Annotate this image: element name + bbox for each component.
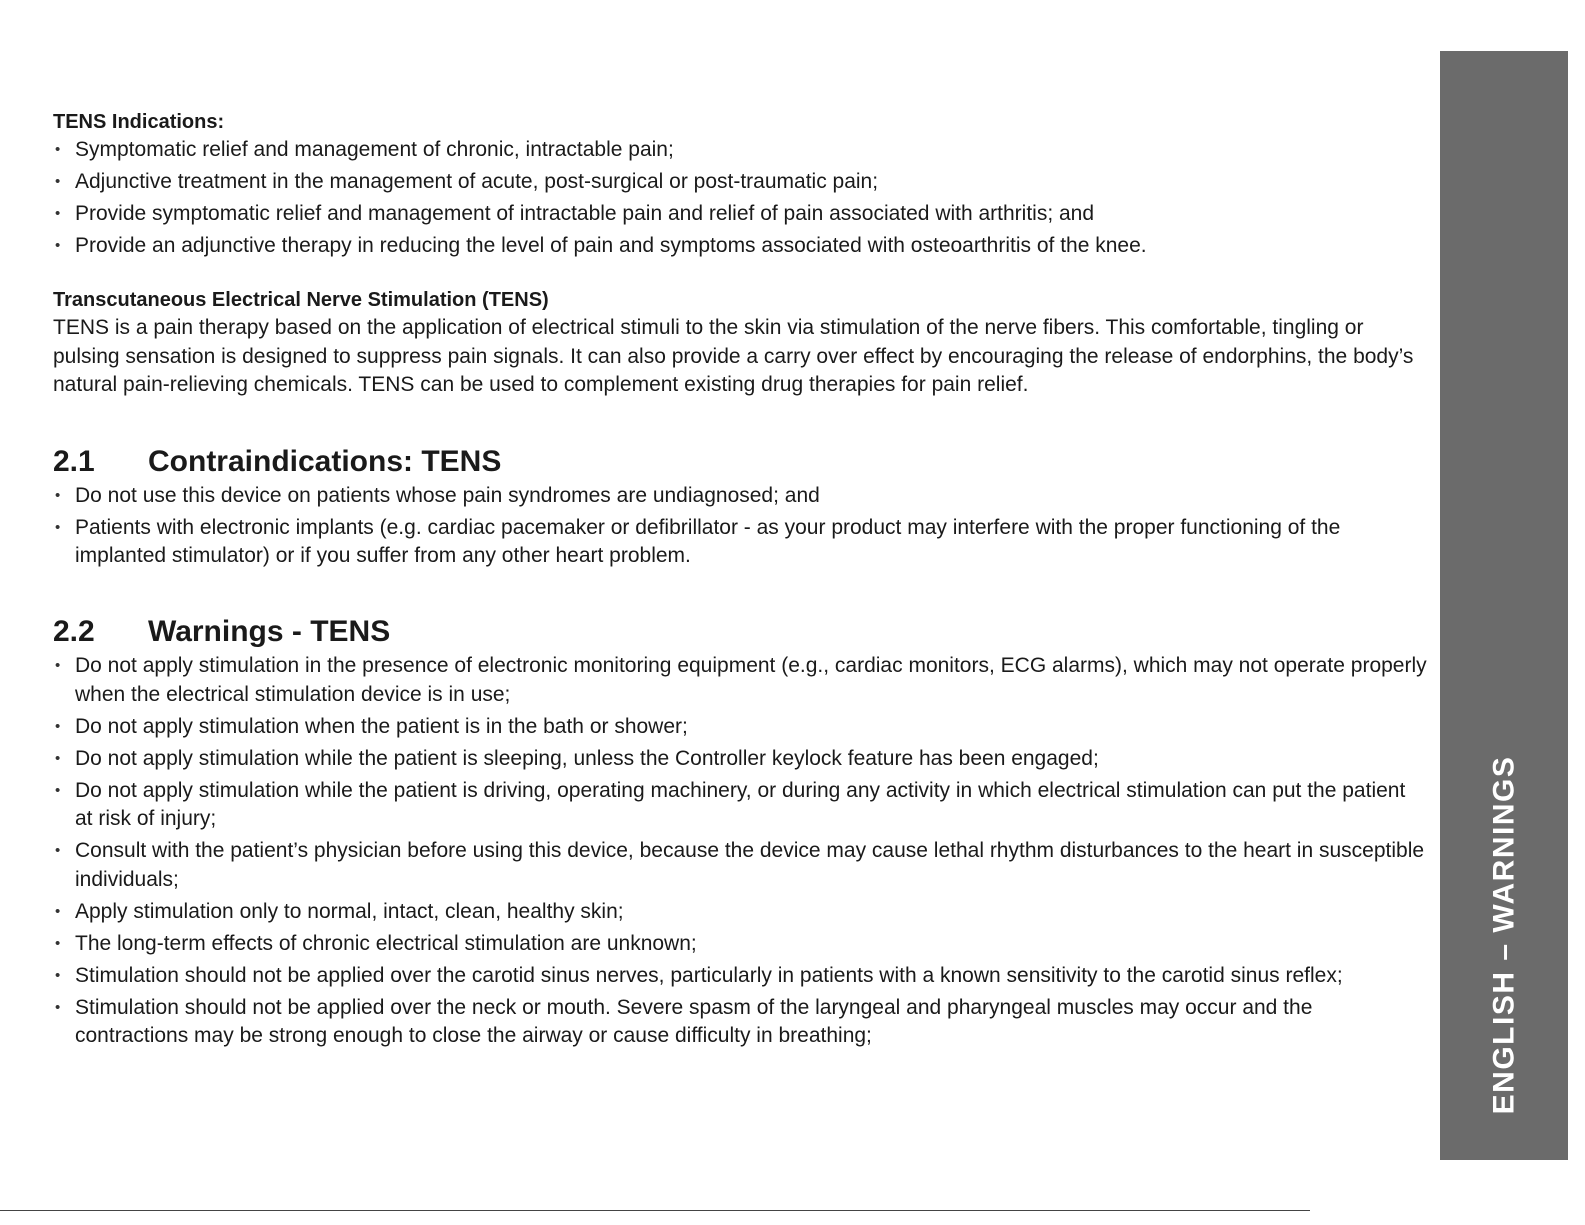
- tens-description-heading: Transcutaneous Electrical Nerve Stimulation (TENS): [53, 289, 549, 311]
- section-title: Warnings - TENS: [148, 615, 391, 648]
- section-title: Contraindications: TENS: [148, 444, 502, 478]
- bottom-divider: [0, 1210, 1310, 1211]
- list-item: • Stimulation should not be applied over the carotid sinus nerves, particularly in patients with a known sensitivity to the carotid sinus reflex;: [53, 962, 1428, 991]
- section-number: 2.1: [53, 444, 95, 478]
- list-item: • Do not use this device on patients whose pain syndromes are undiagnosed; and: [53, 482, 1428, 511]
- page-number: 5: [1515, 1157, 1529, 1184]
- tens-description-text: TENS is a pain therapy based on the application of electrical stimuli to the skin via stimulation of the nerve fibers. This comfortable, tingling or pulsing sensation is designed to suppress pain signals. It can also provide a carry over effect by encouraging the release of endorphins, the body’s natural pain-relieving chemicals. TENS can be used to complement existing drug therapies for pain relief.: [53, 316, 1414, 396]
- indications-list: [53, 136, 1428, 261]
- sidebar-label-wrap: [1440, 755, 1568, 1115]
- list-item: • The long-term effects of chronic electrical stimulation are unknown;: [53, 930, 1428, 959]
- section-number: 2.2: [53, 615, 95, 648]
- section-sidebar: [1440, 51, 1568, 1184]
- warnings-heading: [53, 614, 1428, 650]
- contraindications-list: [53, 482, 1428, 571]
- page-content: [53, 108, 1428, 1054]
- list-item: • Symptomatic relief and management of chronic, intractable pain;: [53, 136, 1428, 165]
- contraindications-heading: [53, 444, 1428, 480]
- list-item: • Apply stimulation only to normal, intact, clean, healthy skin;: [53, 898, 1428, 927]
- list-item: • Do not apply stimulation while the patient is driving, operating machinery, or during any activity in which electrical stimulation can put the patient at risk of injury;: [53, 777, 1428, 834]
- list-item: • Stimulation should not be applied over the neck or mouth. Severe spasm of the laryngeal and pharyngeal muscles may occur and the contractions may be strong enough to close the airway or cause difficulty in breathing;: [53, 994, 1428, 1051]
- sidebar-label: ENGLISH – WARNINGS: [1487, 755, 1521, 1115]
- list-item: • Do not apply stimulation when the patient is in the bath or shower;: [53, 713, 1428, 742]
- list-item: • Adjunctive treatment in the management of acute, post-surgical or post-traumatic pain;: [53, 168, 1428, 197]
- indications-heading: TENS Indications:: [53, 111, 225, 133]
- list-item: • Consult with the patient’s physician before using this device, because the device may cause lethal rhythm disturbances to the heart in susceptible individuals;: [53, 837, 1428, 894]
- warnings-list: [53, 652, 1428, 1051]
- list-item: • Do not apply stimulation in the presence of electronic monitoring equipment (e.g., cardiac monitors, ECG alarms), which may not operate properly when the electrical stimulation device is in use;: [53, 652, 1428, 709]
- list-item: • Provide symptomatic relief and management of intractable pain and relief of pain associated with arthritis; and: [53, 200, 1428, 229]
- list-item: • Do not apply stimulation while the patient is sleeping, unless the Controller keylock feature has been engaged;: [53, 745, 1428, 774]
- list-item: • Provide an adjunctive therapy in reducing the level of pain and symptoms associated with osteoarthritis of the knee.: [53, 232, 1428, 261]
- list-item: • Patients with electronic implants (e.g. cardiac pacemaker or defibrillator - as your product may interfere with the proper functioning of the implanted stimulator) or if you suffer from any other heart problem.: [53, 514, 1428, 571]
